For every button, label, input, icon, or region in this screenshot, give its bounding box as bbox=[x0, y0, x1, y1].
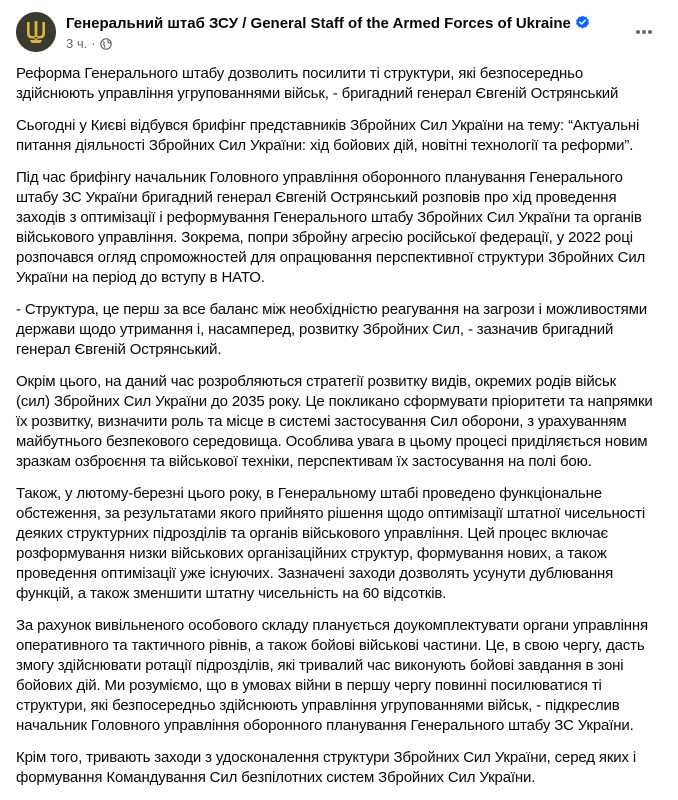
more-horizontal-icon bbox=[634, 22, 654, 42]
verified-badge-icon bbox=[575, 15, 590, 34]
globe-icon bbox=[100, 38, 112, 53]
post-meta bbox=[66, 36, 112, 53]
post-paragraph: Реформа Генерального штабу дозволить посилити ті структури, які безпосередньо здійснюють управління угрупованнями військ, - бригадний генерал Євгеній Острянський bbox=[16, 65, 619, 102]
avatar[interactable] bbox=[16, 12, 56, 52]
post-paragraph: - Структура, це перш за все баланс між необхідністю реагування на загрози і можливостями держави щодо утримання і, насамперед, розвитку Збройних Сил, - зазначив бригадний генерал Євгеній Острянський. bbox=[16, 301, 648, 358]
more-options-button[interactable] bbox=[626, 14, 662, 50]
page-name-link[interactable]: Генеральний штаб ЗСУ / General Staff of the Armed Forces of Ukraine bbox=[66, 15, 571, 32]
post-timestamp[interactable]: 3 ч. bbox=[66, 36, 88, 51]
post-paragraph: Також, у лютому-березні цього року, в Генеральному штабі проведено функціональне обстеження, за результатами якого прийнято рішення щодо оптимізації штатної чисельності деяких структурних підрозділів та органів військового управління. Цей процес включає розформування низки військових організаційних структур, формування нових, а також проведення оптимізації уже існуючих. Зазначені заходи дозволять усунути дублювання функцій, а також зменшити штатну чисельність на 60 відсотків. bbox=[16, 485, 646, 602]
meta-separator: · bbox=[91, 36, 96, 51]
post-paragraph: Окрім цього, на даний час розробляються стратегії розвитку видів, окремих родів військ (сил) Збройних Сил України до 2035 року. Це покликано сформувати пріоритети та напрямки їх розвитку, визначити роль та місце в системі застосування Сил оборони, з урахуванням майбутнього безпекового середовища. Особлива увага в цьому процесі приділяється новим зразкам озброєння та військової техніки, перспективам їх застосування на полі бою. bbox=[16, 373, 653, 470]
post-paragraph: За рахунок вивільненого особового складу планується доукомплектувати органи управління оперативного та тактичного рівнів, а також бойові військові частини. Це, в свою чергу, дасть змогу здійснювати ротації підрозділів, які тривалий час виконують бойові завдання в зоні бойових дій. Ми розуміємо, що в умовах війни в першу чергу повинні посилюватися ті структури, які безпосередньо здійснюють управління угрупованнями військ, - підкреслив начальник Головного управління оборонного планування Генерального штабу ЗС України. bbox=[16, 617, 649, 734]
page-name-row bbox=[66, 15, 590, 34]
post-body bbox=[16, 64, 666, 800]
trident-emblem-icon bbox=[16, 12, 56, 52]
post-paragraph: Під час брифінгу начальник Головного управління оборонного планування Генерального штабу ЗС України бригадний генерал Євгеній Острянський розповів про хід проведення заходів з оптимізації і реформування Генерального штабу Збройних Сил України та органів військового управління. Зокрема, попри збройну агресію російської федерації, у 2022 році розпочався огляд спроможностей для опрацювання перспективної структури Збройних Сил України на період до вступу в НАТО. bbox=[16, 169, 646, 286]
post-header bbox=[16, 12, 662, 56]
post-paragraph: Сьогодні у Києві відбувся брифінг представників Збройних Сил України на тему: “Актуальні питання діяльності Збройних Сил України: хід бойових дій, новітні технології та реформи”. bbox=[16, 117, 640, 154]
post-paragraph: Крім того, тривають заходи з удосконалення структури Збройних Сил України, серед яких і формування Командування Сил безпілотних систем Збройних Сил України. bbox=[16, 749, 637, 786]
